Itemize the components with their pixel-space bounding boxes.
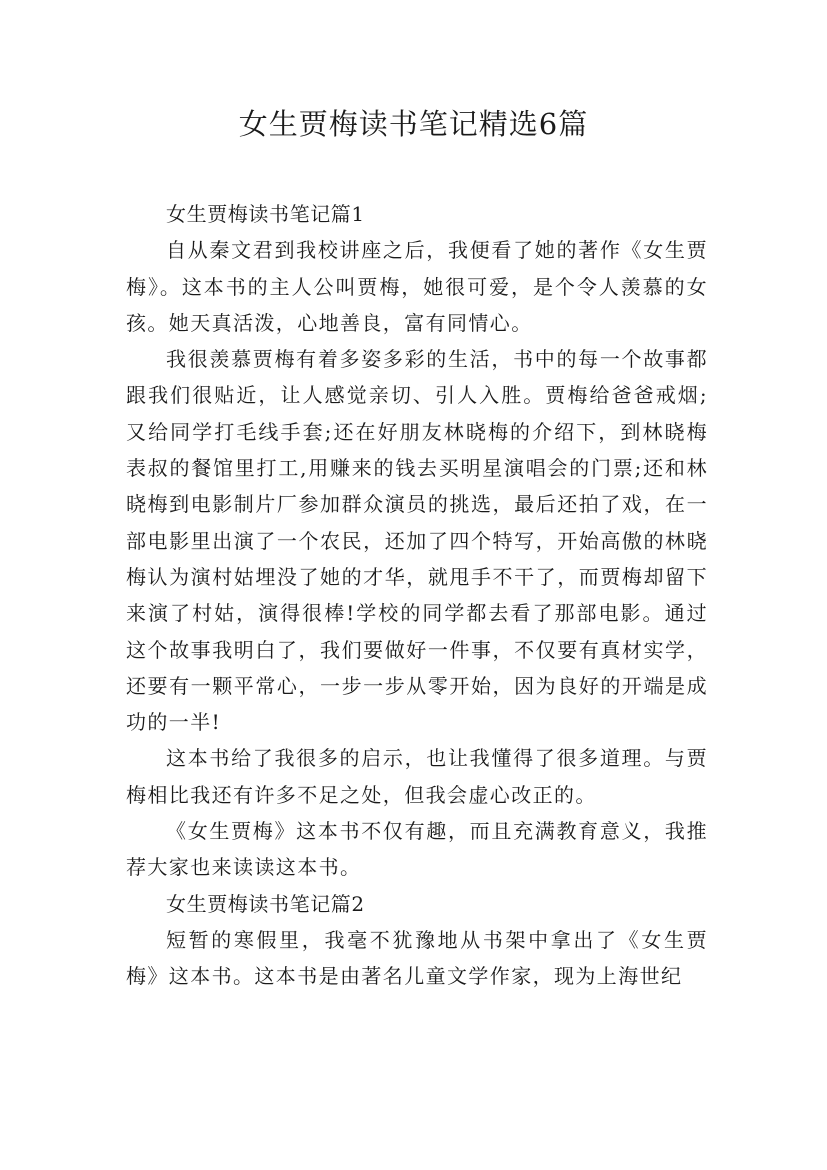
paragraph: 《女生贾梅》这本书不仅有趣，而且充满教育意义，我推荐大家也来读读这本书。: [126, 819, 708, 880]
section-heading-1: 女生贾梅读书笔记篇1: [166, 202, 365, 226]
paragraph: 我很羡慕贾梅有着多姿多彩的生活，书中的每一个故事都跟我们很贴近，让人感觉亲切、引人入胜。贾梅给爸爸戒烟;又给同学打毛线手套;还在好朋友林晓梅的介绍下，到林晓梅表叔的餐馆里打工,用赚来的钱去买明星演唱会的门票;还和林晓梅到电影制片厂参加群众演员的挑选，最后还拍了戏，在一部电影里出演了一个农民，还加了四个特写，开始高傲的林晓梅认为演村姑埋没了她的才华，就甩手不干了，而贾梅却留下来演了村姑，演得很棒!学校的同学都去看了那部电影。通过这个故事我明白了，我们要做好一件事，不仅要有真材实学，还要有一颗平常心，一步一步从零开始，因为良好的开端是成功的一半!: [126, 347, 708, 735]
paragraph: 短暂的寒假里，我毫不犹豫地从书架中拿出了《女生贾梅》这本书。这本书是由著名儿童文学作家，现为上海世纪: [126, 927, 708, 989]
paragraph: 这本书给了我很多的启示，也让我懂得了很多道理。与贾梅相比我还有许多不足之处，但我会虚心改正的。: [126, 746, 708, 807]
document-title: 女生贾梅读书笔记精选6篇: [238, 107, 589, 141]
paragraph: 自从秦文君到我校讲座之后，我便看了她的著作《女生贾梅》。这本书的主人公叫贾梅，她很可爱，是个令人羡慕的女孩。她天真活泼，心地善良，富有同情心。: [126, 238, 708, 335]
document-body: [126, 196, 708, 995]
section-heading-2: 女生贾梅读书笔记篇2: [166, 891, 365, 916]
